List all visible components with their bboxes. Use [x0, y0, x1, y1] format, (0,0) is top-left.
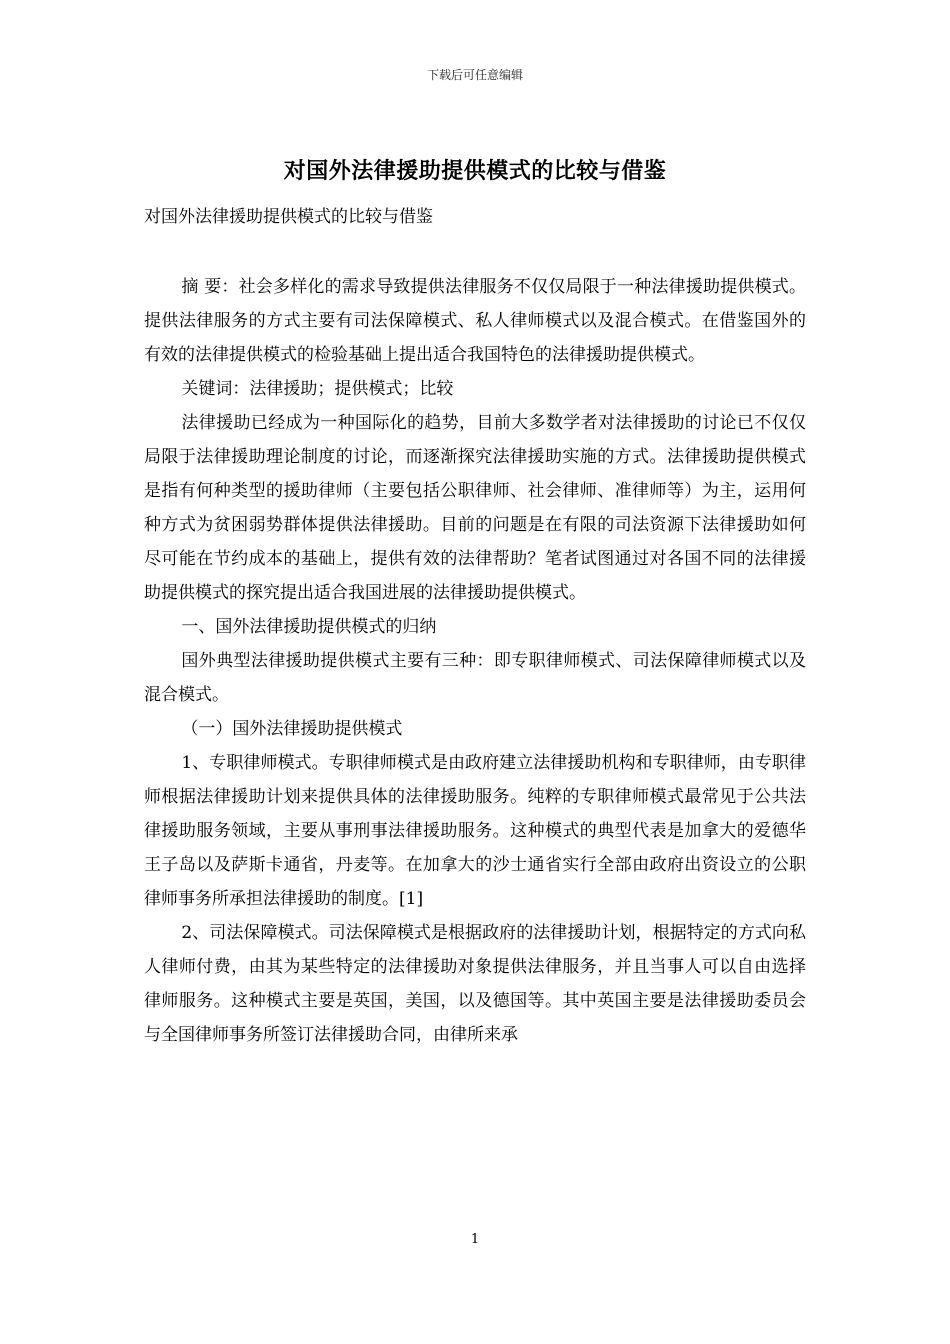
body-paragraph: 2、司法保障模式。司法保障模式是根据政府的法律援助计划，根据特定的方式向私人律师付费，由其为某些特定的法律援助对象提供法律服务，并且当事人可以自由选择律师服务。这种模式主要是英国，美国，以及德国等。其中英国主要是法律援助委员会与全国律师事务所签订法律援助合同，由律所来承 [144, 923, 806, 1045]
document-title: 对国外法律援助提供模式的比较与借鉴 [283, 158, 667, 184]
body-paragraph: 国外典型法律援助提供模式主要有三种：即专职律师模式、司法保障律师模式以及混合模式。 [144, 651, 806, 705]
document-body [144, 270, 806, 1052]
abstract-paragraph: 摘 要：社会多样化的需求导致提供法律服务不仅仅局限于一种法律援助提供模式。提供法律服务的方式主要有司法保障模式、私人律师模式以及混合模式。在借鉴国外的有效的法律提供模式的检验基础上提出适合我国特色的法律援助提供模式。 [144, 277, 806, 365]
body-paragraph: 1、专职律师模式。专职律师模式是由政府建立法律援助机构和专职律师，由专职律师根据法律援助计划来提供具体的法律援助服务。纯粹的专职律师模式最常见于公共法律援助服务领域，主要从事刑事法律援助服务。这种模式的典型代表是加拿大的爱德华王子岛以及萨斯卡通省，丹麦等。在加拿大的沙士通省实行全部由政府出资设立的公职律师事务所承担法律援助的制度。[1] [144, 753, 806, 909]
section-heading: 一、国外法律援助提供模式的归纳 [181, 617, 437, 637]
subsection-heading: （一）国外法律援助提供模式 [181, 719, 403, 739]
header-note: 下载后可任意编辑 [426, 68, 523, 82]
keywords-paragraph: 关键词：法律援助；提供模式；比较 [181, 379, 454, 399]
document-subtitle: 对国外法律援助提供模式的比较与借鉴 [144, 207, 433, 227]
page-number: 1 [470, 1232, 480, 1247]
body-paragraph: 法律援助已经成为一种国际化的趋势，目前大多数学者对法律援助的讨论已不仅仅局限于法律援助理论制度的讨论，而逐渐探究法律援助实施的方式。法律援助提供模式是指有何种类型的援助律师（主要包括公职律师、社会律师、准律师等）为主，运用何种方式为贫困弱势群体提供法律援助。目前的问题是在有限的司法资源下法律援助如何尽可能在节约成本的基础上，提供有效的法律帮助？笔者试图通过对各国不同的法律援助提供模式的探究提出适合我国进展的法律援助提供模式。 [144, 413, 806, 603]
